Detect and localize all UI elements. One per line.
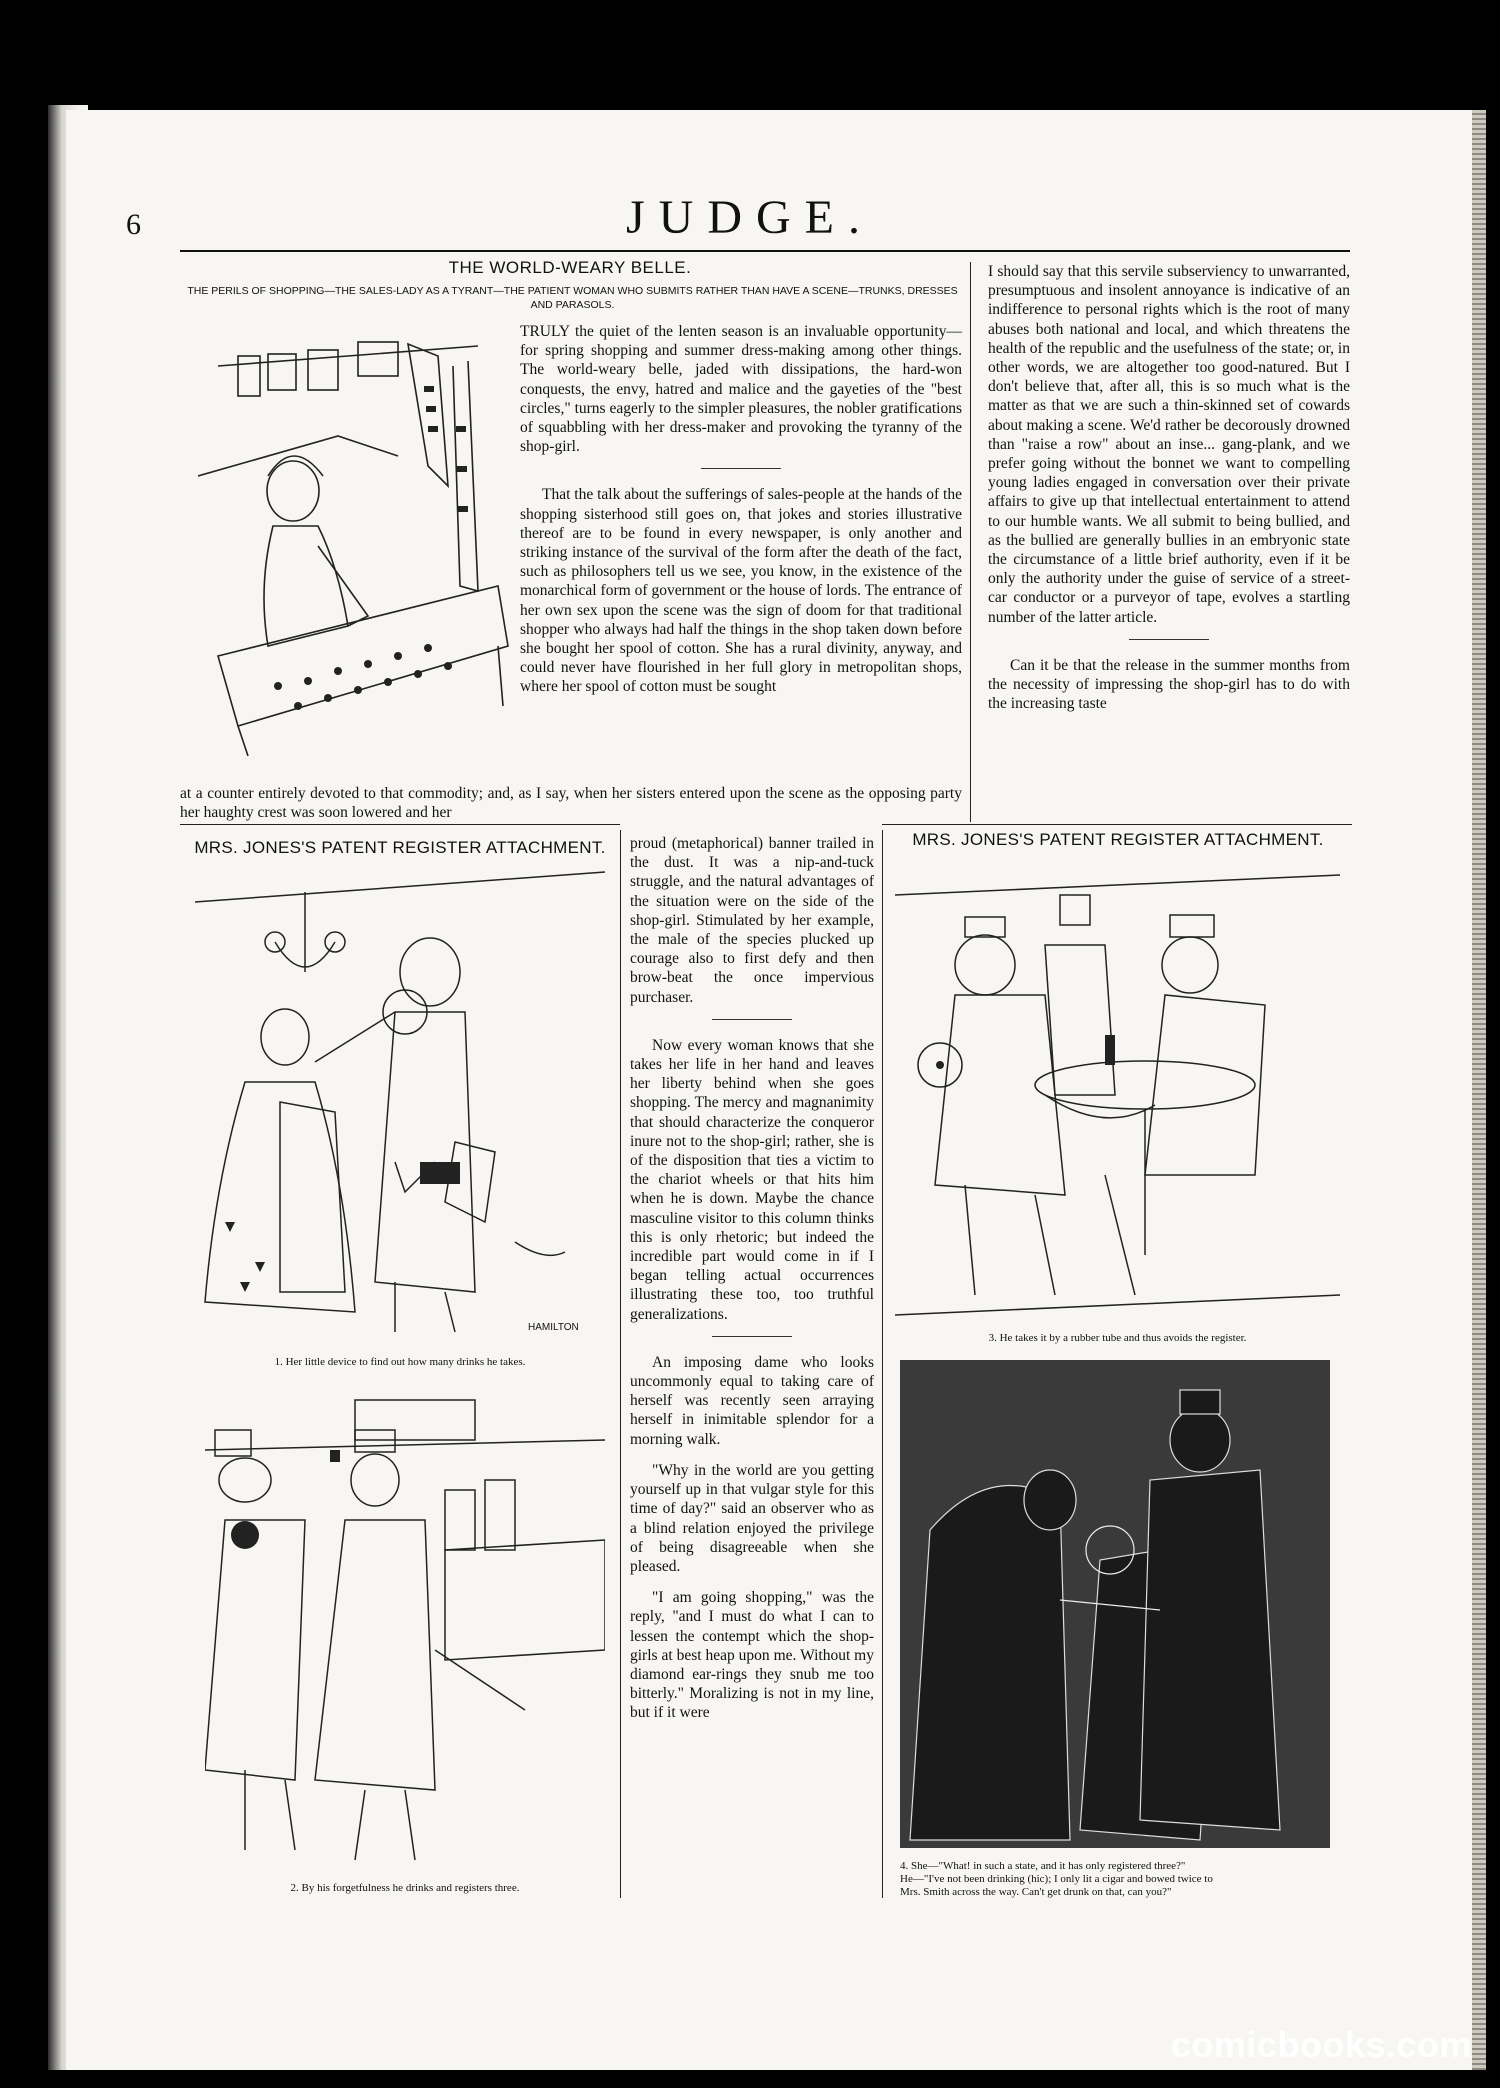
article-column-1 bbox=[520, 322, 962, 709]
cartoon-separator-right bbox=[882, 824, 1352, 825]
cartoon-panel-1 bbox=[195, 862, 605, 1342]
article-paragraph-right-2: Can it be that the release in the summer months from the necessity of impressing the shop-girl has to do with the increasing taste bbox=[988, 656, 1350, 713]
site-watermark: comicbooks.com bbox=[1170, 2024, 1472, 2065]
cartoon-panel-4 bbox=[900, 1360, 1330, 1848]
shop-girl-illustration bbox=[198, 326, 513, 756]
section-divider bbox=[712, 1336, 792, 1337]
cartoon-panel-3 bbox=[895, 855, 1340, 1325]
cartoon-separator-left bbox=[180, 824, 620, 825]
column-rule bbox=[970, 262, 971, 822]
article-middle-paragraph-5: "I am going shopping," was the reply, "and I must do what I can to lessen the contempt which the shop-girls at best heap upon me. Without my diamond ear-rings they snub me too bitterly." Moralizing is not in my line, but if it were bbox=[630, 1589, 874, 1722]
article-paragraph-2-continued: at a counter entirely devoted to that commodity; and, as I say, when her sisters entered upon the scene as the opposing party her haughty crest was soon lowered and her bbox=[180, 785, 962, 822]
cartoon-caption-2: 2. By his forgetfulness he drinks and registers three. bbox=[290, 1882, 520, 1894]
cartoon-caption-4-line-3: Mrs. Smith across the way. Can't get drunk on that, can you?" bbox=[900, 1886, 1172, 1898]
cartoon-caption-4-line-2: He—"I've not been drinking (hic); I only lit a cigar and bowed twice to bbox=[900, 1873, 1213, 1885]
article-middle-paragraph-1: proud (metaphorical) banner trailed in the dust. It was a nip-and-tuck struggle, and the natural advantages of the situation were on the side of the shop-girl. Stimulated by her example, the male of the species plucked up courage also to first defy and then brow-beat the once impervious purchaser. bbox=[630, 835, 874, 1006]
cartoon-caption-1: 1. Her little device to find out how many drinks he takes. bbox=[274, 1356, 526, 1368]
cartoon-heading-right: MRS. JONES'S PATENT REGISTER ATTACHMENT. bbox=[912, 830, 1324, 849]
section-divider bbox=[1129, 639, 1209, 640]
artist-signature: HAMILTON bbox=[528, 1322, 579, 1333]
article-column-right bbox=[988, 262, 1350, 725]
cartoon-caption-3: 3. He takes it by a rubber tube and thus avoids the register. bbox=[988, 1332, 1247, 1344]
article-middle-paragraph-2: Now every woman knows that she takes her life in her hand and leaves her liberty behind when she goes shopping. The mercy and magnanimity that should characterize the conqueror inure not to the shop-girl; rather, she is of the disposition that ties a victim to the chariot wheels or that hits him when he is down. Maybe the chance masculine visitor to this column thinks this is only rhetoric; but indeed the incredible part would come in if I began telling actual occurrences illustrating these too, too truthful generalizations. bbox=[630, 1036, 874, 1323]
cartoon-caption-4 bbox=[900, 1860, 1340, 1899]
article-middle-paragraph-4: "Why in the world are you getting yourself up in that vulgar style for this time of day?" said an observer who as a blind relation enjoyed the privilege of being disagreeable when she pleased. bbox=[630, 1461, 874, 1575]
cartoon-panel-2 bbox=[205, 1390, 605, 1870]
section-divider bbox=[701, 468, 781, 469]
article-paragraph-1: TRULY the quiet of the lenten season is an invaluable opportunity—for spring shopping and summer dress-making among other things. The world-weary belle, jaded with dissipations, the hard-won conquests, the envy, hatred and malice and the gayeties of the "best circles," turns eagerly to the simpler pleasures, the nobler gratifications of squabbling with her dress-maker and provoking the tyranny of the shop-girl. bbox=[520, 323, 962, 456]
article-title: THE WORLD-WEARY BELLE. bbox=[448, 258, 692, 277]
article-middle-paragraph-3: An imposing dame who looks uncommonly equal to taking care of herself was recently seen arraying herself in inimitable splendor for a morning walk. bbox=[630, 1353, 874, 1448]
article-paragraph-right-1: I should say that this servile subserviency to unwarranted, presumptuous and insolent annoyance is indicative of an indifference to personal rights which is the root of many abuses both national and local, and which threatens the health of the republic and the usefulness of the state; or, in other words, we are altogether too good-natured. But I don't believe that, after all, this is so much what is the matter as that we are such a thin-skinned set of cowards about making a scene. We'd rather be decorously drowned than "raise a row" about an inse... gang-plank, and we prefer going without the bonnet we want to compelling young ladies engaged in conversation over their private affairs to give up that intellectual entertainment to attend to our humble wants. We all submit to being bullied, and as the bullied are generally bullies in an embryonic state the circumstance of a little brief authority, even if it be only the authority under the guise of service of a street-car conductor or a purveyor of tape, evolves a startling number of the latter article. bbox=[988, 263, 1350, 626]
article-deck: THE PERILS OF SHOPPING—THE SALES-LADY AS A TYRANT—THE PATIENT WOMAN WHO SUBMITS RATHER THAN HAVE A SCENE—TRUNKS, DRESSES AND PARASOLS. bbox=[187, 285, 958, 311]
masthead: JUDGE. bbox=[626, 191, 874, 244]
article-middle-column bbox=[630, 834, 874, 1735]
article-paragraph-2: That the talk about the sufferings of sales-people at the hands of the shopping sisterhood still goes on, that jokes and stories illustrative thereof are to be found in every newspaper, is only another and striking instance of the survival of the form after the death of the fact, such as philosophers tell us we see, you know, in the existence of the monarchical form of government or the house of lords. The entrance of her own sex upon the scene was the sign of doom for that traditional shopper who always had half the things in the shop taken down before she bought her spool of cotton. She has a rural divinity, anyway, and could never have flourished in her full glory in metropolitan shops, where her spool of cotton must be sought bbox=[520, 486, 962, 696]
masthead-rule bbox=[180, 250, 1350, 252]
middle-column-rule-left bbox=[620, 830, 621, 1898]
cartoon-heading-left: MRS. JONES'S PATENT REGISTER ATTACHMENT. bbox=[194, 838, 606, 857]
middle-column-rule-right bbox=[882, 830, 883, 1898]
article-wide-line bbox=[180, 784, 962, 834]
page-number: 6 bbox=[126, 208, 141, 241]
page-stack-edge bbox=[1472, 110, 1486, 2070]
cartoon-caption-4-line-1: 4. She—"What! in such a state, and it has only registered three?" bbox=[900, 1860, 1186, 1872]
section-divider bbox=[712, 1019, 792, 1020]
